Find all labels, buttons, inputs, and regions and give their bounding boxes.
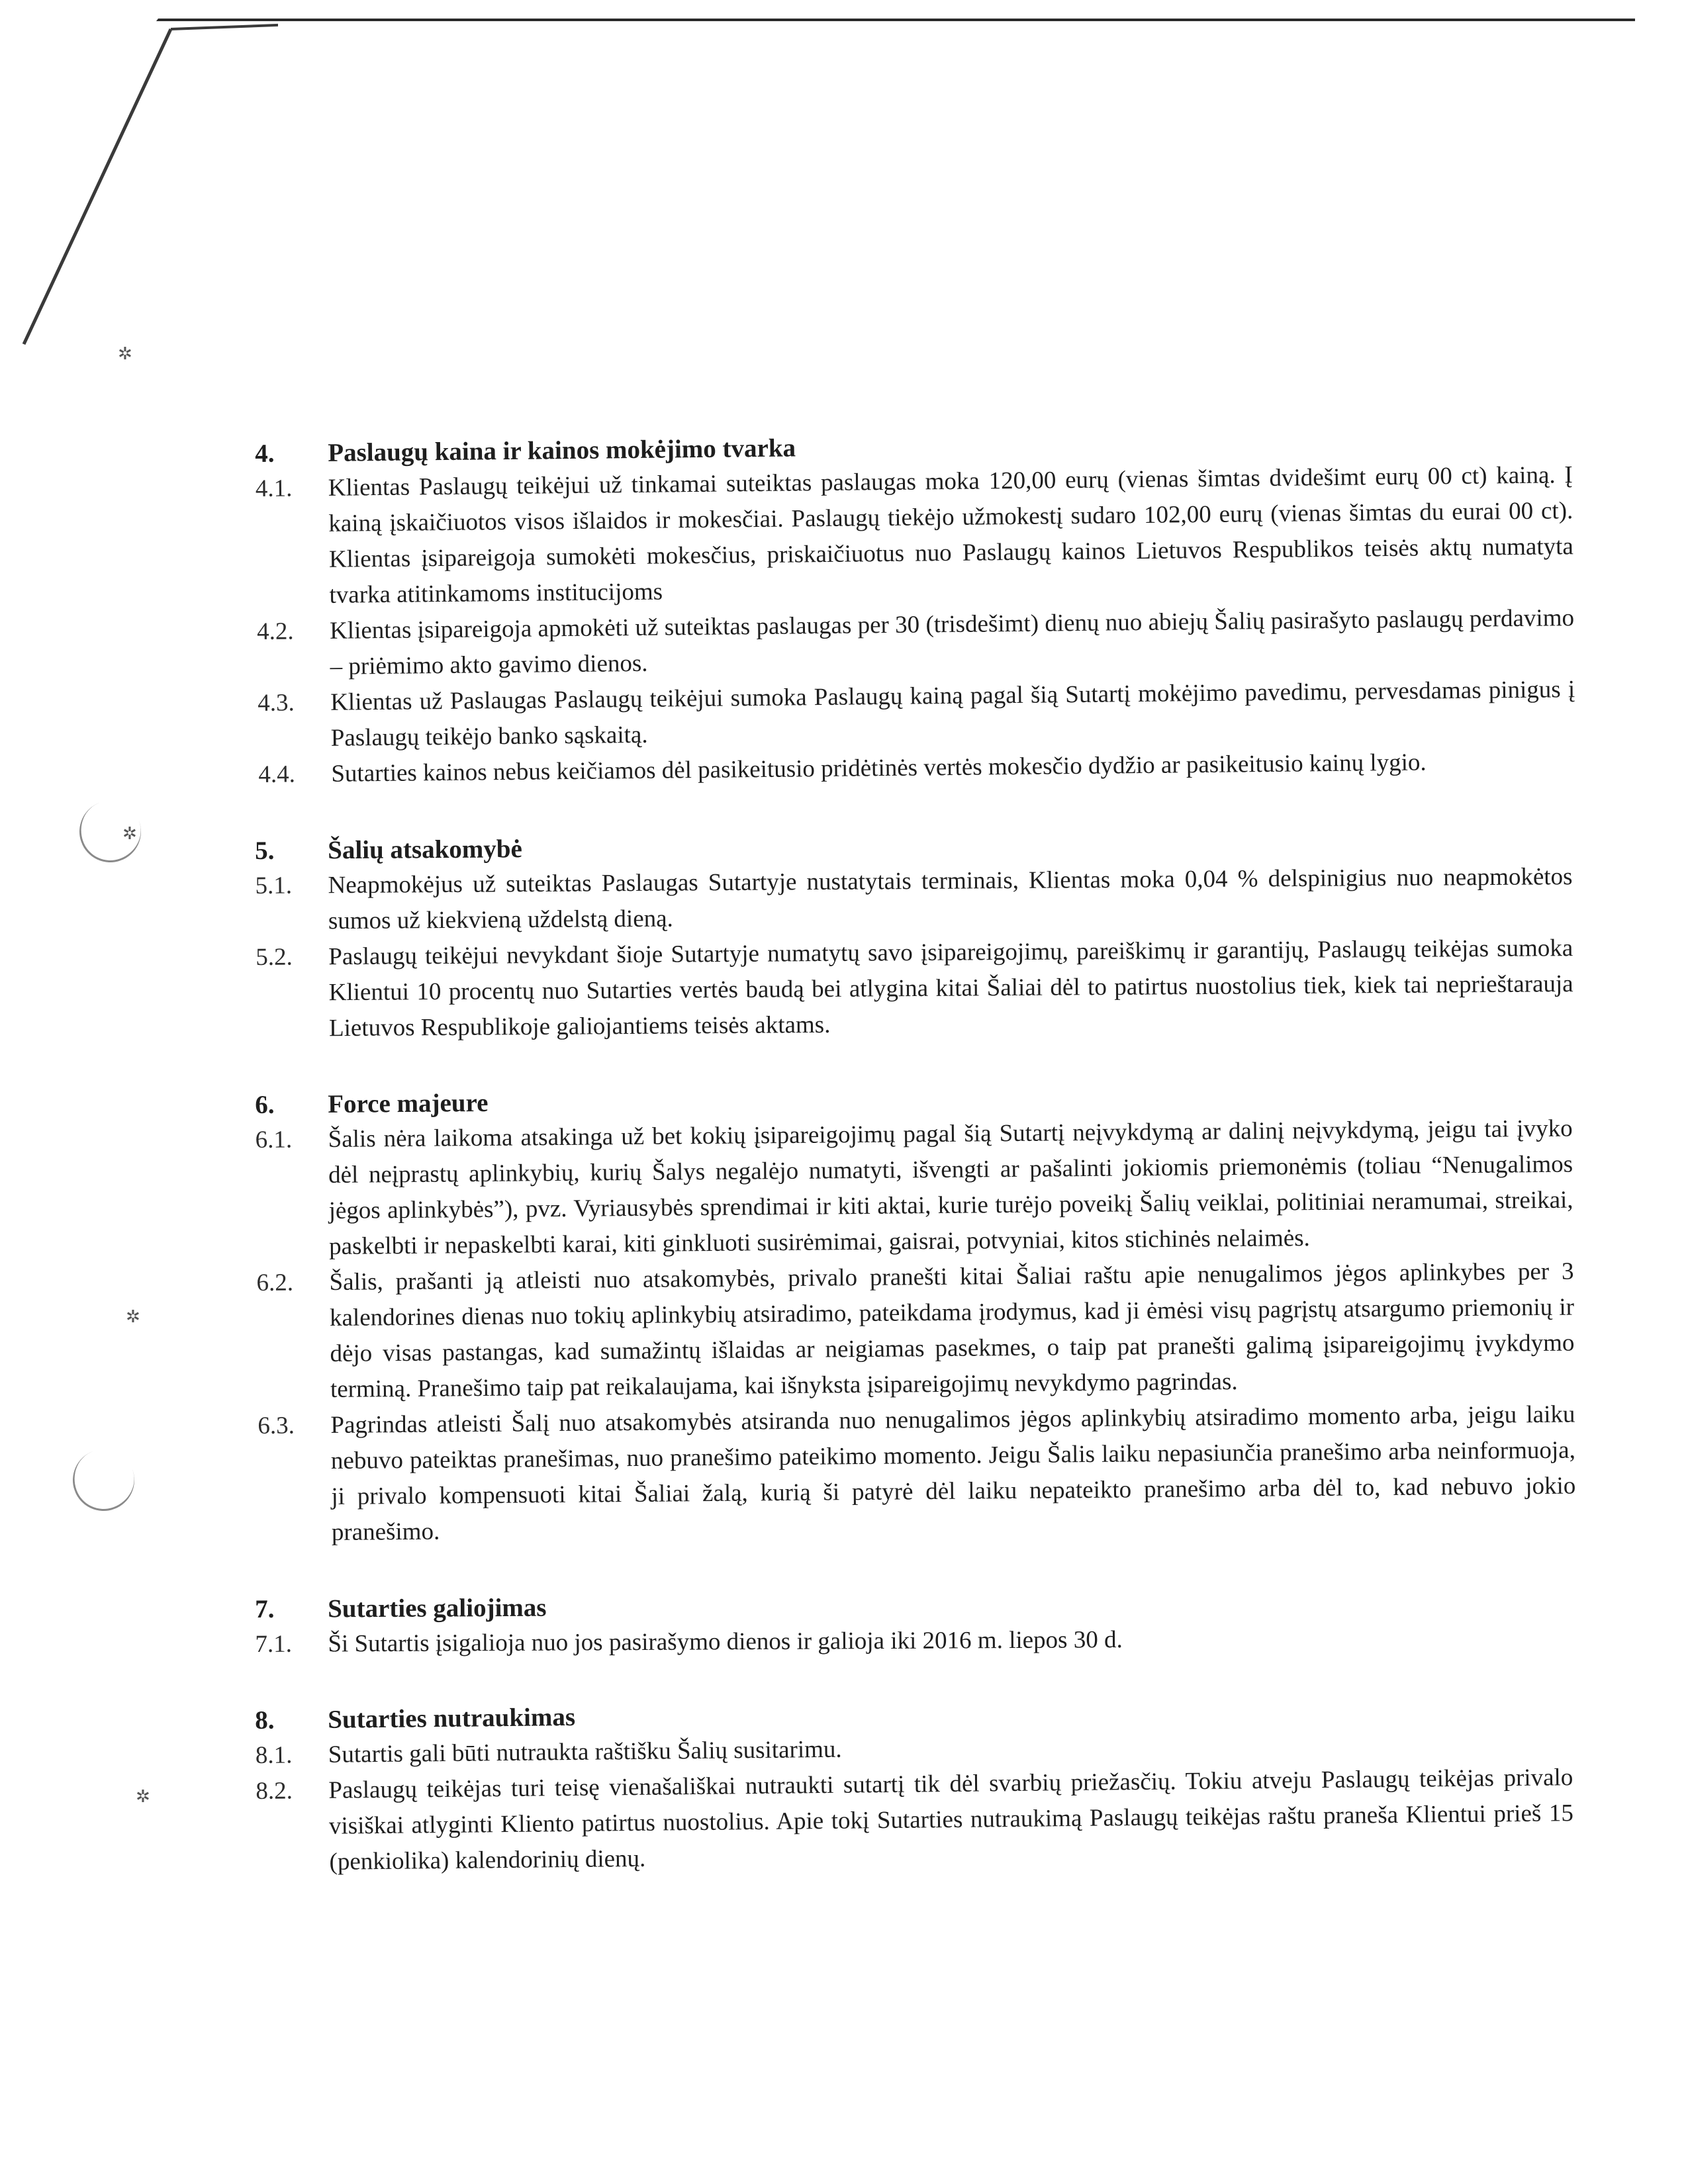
clause-number: 7.1. xyxy=(255,1630,293,1658)
scan-corner-shadow xyxy=(0,0,278,371)
document-body xyxy=(255,433,1576,1922)
clause xyxy=(256,457,1574,614)
clause-number: 6.3. xyxy=(258,1412,295,1439)
clause xyxy=(255,1111,1573,1265)
clause-text: Klientas Paslaugų teikėjui už tinkamai suteiktas paslaugas moka 120,00 eurų (vienas šimtas dvidešimt eurų 00 ct) kainą. Į kainą įskaičiuotos visos išlaidos ir mokesčiai. Paslaugų tiekėjo užmokestį sudaro 102,00 eurų (vienas šimtas du eurai 00 ct). Klientas įsipareigoja sumokėti mokesčius, priskaičiuotus nuo Paslaugų kainos Lietuvos Respublikos teisės aktų numatyta tvarka atitinkamoms institucijoms xyxy=(328,461,1574,609)
section-number: 7. xyxy=(255,1594,275,1623)
clause xyxy=(258,1397,1576,1551)
clause xyxy=(255,1620,1572,1662)
clause-text: Neapmokėjus už suteiktas Paslaugas Sutartyje nustatytais terminais, Klientas moka 0,04 % delspinigius nuo neapmokėtos sumos už kiekvieną uždelstą dieną. xyxy=(328,863,1573,935)
clause-text: Klientas už Paslaugas Paslaugų teikėjui sumoka Paslaugų kainą pagal šią Sutartį mokėjimo pavedimu, pervesdamas pinigus į Paslaugų teikėjo banko sąskaitą. xyxy=(330,676,1575,752)
clause xyxy=(256,931,1573,1047)
scan-speck: ✲ xyxy=(122,824,137,844)
clause-number: 4.3. xyxy=(258,689,295,717)
clause-number: 6.2. xyxy=(256,1269,294,1297)
section-8 xyxy=(255,1690,1574,1881)
section-6 xyxy=(255,1077,1576,1551)
clause-text: Klientas įsipareigoja apmokėti už suteiktas paslaugas per 30 (trisdešimt) dienų nuo abiejų Šalių pasirašyto paslaugų perdavimo – priėmimo akto gavimo dienos. xyxy=(329,604,1575,680)
clause-number: 4.2. xyxy=(256,617,294,645)
clause-number: 5.2. xyxy=(256,943,293,971)
clause xyxy=(258,672,1575,757)
clause-number: 6.1. xyxy=(255,1126,293,1154)
section-7 xyxy=(255,1586,1573,1662)
clause-text: Paslaugų teikėjui nevykdant šioje Sutartyje numatytų savo įsipareigojimų, pareiškimų ir garantijų, Paslaugų teikėjas sumoka Klientui 10 procentų nuo Sutarties vertės baudą bei atlygina kitai Šaliai dėl to patirtus nuostolius tiek, kiek tai neprieštarauja Lietuvos Respublikoje galiojantiems teisės aktams. xyxy=(328,934,1573,1042)
punch-hole-bottom xyxy=(64,1441,143,1520)
clause-number: 8.2. xyxy=(256,1777,293,1805)
scan-speck: ✲ xyxy=(136,1787,150,1807)
clause-number: 5.1. xyxy=(255,872,293,899)
section-number: 6. xyxy=(255,1090,275,1119)
clause-text: Šalis nėra laikoma atsakinga už bet kokių įsipareigojimų pagal šią Sutartį neįvykdymą ar dalinį neįvykdymą, jeigu tai įvyko dėl neįprastų aplinkybių, kurių Šalys negalėjo numatyti, išvengti ar pašalinti jokiomis priemonėmis (toliau “Nenugalimos jėgos aplinkybės”), pvz. Vyriausybės sprendimai ir kiti aktai, kurie turėjo poveikį Šalių veiklai, politiniai neramumai, streikai, paskelbti ir nepaskelbti karai, kiti ginkluoti susirėmimai, gaisrai, potvyniai, kitos stichinės nelaimės. xyxy=(328,1115,1573,1261)
section-title: Sutarties galiojimas xyxy=(328,1593,547,1623)
section-title: Paslaugų kaina ir kainos mokėjimo tvarka xyxy=(328,433,796,467)
section-number: 5. xyxy=(255,836,275,865)
scan-speck: ✲ xyxy=(126,1307,140,1327)
clause xyxy=(256,1254,1575,1408)
clause xyxy=(255,859,1573,940)
section-5 xyxy=(255,825,1573,1047)
clause-text: Sutartis gali būti nutraukta raštišku Šalių susitarimu. xyxy=(328,1735,842,1768)
clause-number: 4.1. xyxy=(255,475,293,502)
section-title: Force majeure xyxy=(328,1088,489,1119)
clause-number: 8.1. xyxy=(255,1741,293,1769)
clause xyxy=(256,1760,1574,1881)
clause-text: Pagrindas atleisti Šalį nuo atsakomybės atsiranda nuo nenugalimos jėgos aplinkybių atsiradimo momento arba, jeigu laiku nebuvo pateiktas pranešimas, nuo pranešimo pateikimo momento. Jeigu Šalis laiku nepasiunčia pranešimo arba neinformuoja, ji privalo kompensuoti kitai Šaliai žalą, kurią ši patyrė dėl laiku nepateikto pranešimo arba dėl to, kad nebuvo jokio pranešimo. xyxy=(330,1400,1576,1547)
section-number: 4. xyxy=(255,439,275,468)
scan-speck: ✲ xyxy=(118,344,132,364)
section-number: 8. xyxy=(255,1706,275,1735)
clause-text: Šalis, prašanti ją atleisti nuo atsakomybės, privalo pranešti kitai Šaliai raštu apie nenugalimos jėgos aplinkybes per 3 kalendorines dienas nuo tokių aplinkybių atsiradimo, pateikdama įrodymus, kad ji ėmėsi visų pagrįstų atsargumo priemonių ir dėjo visas pastangas, kad sumažintų išlaidas ar neigiamas pasekmes, o taip pat pranešti galimą įsipareigojimų įvykdymo terminą. Pranešimo taip pat reikalaujama, kai išnyksta įsipareigojimų nevykdymo pagrindas. xyxy=(329,1257,1575,1404)
section-title: Šalių atsakomybė xyxy=(328,835,522,865)
section-title: Sutarties nutraukimas xyxy=(328,1702,576,1734)
clause-text: Paslaugų teikėjas turi teisę vienašališkai nutraukti sutartį tik dėl svarbių priežasčių. Tokiu atveju Paslaugų teikėjas privalo visiškai atlyginti Kliento patirtus nuostolius. Apie tokį Sutarties nutraukimą Paslaugų teikėjas raštu praneša Klientui prieš 15 (penkiolika) kalendorinių dienų. xyxy=(328,1764,1574,1876)
clause-text: Sutarties kainos nebus keičiamos dėl pasikeitusio pridėtinės vertės mokesčio dydžio ar pasikeitusio kainų lygio. xyxy=(331,749,1427,788)
clause-text: Ši Sutartis įsigalioja nuo jos pasirašymo dienos ir galioja iki 2016 m. liepos 30 d. xyxy=(328,1626,1123,1658)
clause-number: 4.4. xyxy=(258,760,296,788)
clause xyxy=(257,600,1575,686)
scan-top-edge xyxy=(152,19,1635,21)
section-4 xyxy=(255,423,1576,793)
punch-hole-top xyxy=(71,792,150,871)
